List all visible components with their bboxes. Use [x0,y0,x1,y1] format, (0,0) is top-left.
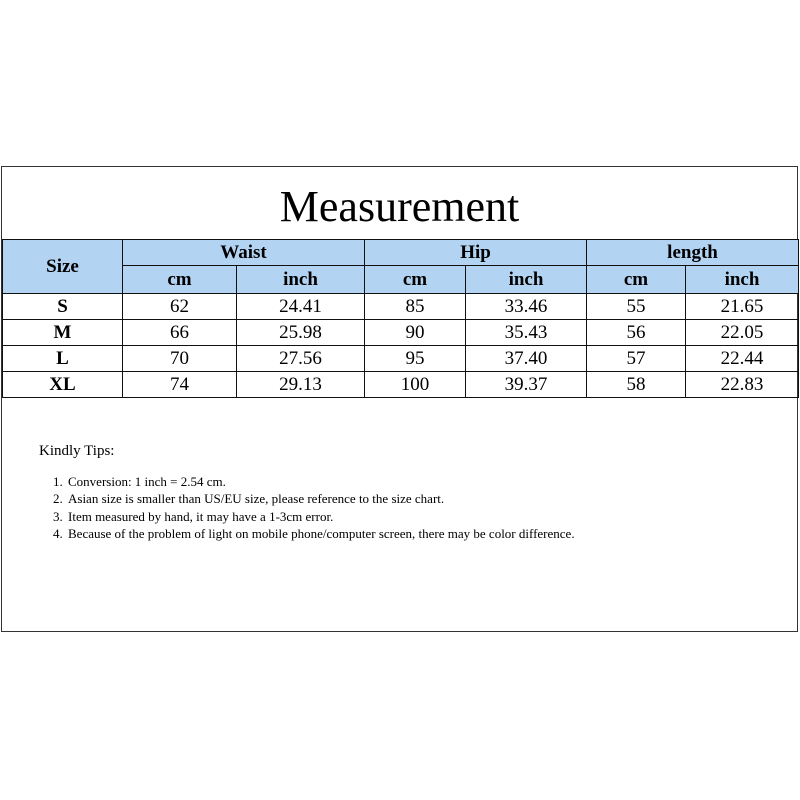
table-cell: 57 [587,346,686,372]
table-cell: 55 [587,294,686,320]
table-unit-row [3,266,799,294]
size-header: Size [3,240,123,294]
tips-list [39,473,759,543]
table-cell: 24.41 [237,294,365,320]
table-cell: 90 [365,320,466,346]
measurement-card [1,166,798,632]
table-header-row [3,240,799,266]
table-cell: 29.13 [237,372,365,398]
unit-header: cm [123,266,237,294]
table-cell: 27.56 [237,346,365,372]
table-cell: 66 [123,320,237,346]
table-cell: 35.43 [466,320,587,346]
list-item: 1. Conversion: 1 inch = 2.54 cm. [66,473,759,491]
table-cell: 22.05 [686,320,799,346]
table-cell: 62 [123,294,237,320]
table-row [3,372,799,398]
unit-header: inch [466,266,587,294]
length-header: length [587,240,799,266]
list-item: 4. Because of the problem of light on mobile phone/computer screen, there may be color difference. [66,525,759,543]
hip-header: Hip [365,240,587,266]
size-chart-table [2,239,799,398]
table-cell: 37.40 [466,346,587,372]
table-cell: 25.98 [237,320,365,346]
table-row [3,320,799,346]
table-cell: 21.65 [686,294,799,320]
table-cell: 85 [365,294,466,320]
unit-header: inch [237,266,365,294]
size-cell: L [3,346,123,372]
list-item: 3. Item measured by hand, it may have a 1-3cm error. [66,508,759,526]
page-title: Measurement [279,182,520,231]
table-cell: 74 [123,372,237,398]
table-cell: 33.46 [466,294,587,320]
size-cell: XL [3,372,123,398]
tips-title: Kindly Tips: [39,443,115,459]
table-cell: 100 [365,372,466,398]
unit-header: inch [686,266,799,294]
table-cell: 95 [365,346,466,372]
unit-header: cm [587,266,686,294]
size-cell: S [3,294,123,320]
table-row [3,294,799,320]
table-row [3,346,799,372]
table-cell: 56 [587,320,686,346]
kindly-tips [39,443,759,543]
table-cell: 58 [587,372,686,398]
size-cell: M [3,320,123,346]
waist-header: Waist [123,240,365,266]
table-cell: 22.83 [686,372,799,398]
list-item: 2. Asian size is smaller than US/EU size, please reference to the size chart. [66,490,759,508]
table-cell: 70 [123,346,237,372]
table-cell: 22.44 [686,346,799,372]
unit-header: cm [365,266,466,294]
table-cell: 39.37 [466,372,587,398]
